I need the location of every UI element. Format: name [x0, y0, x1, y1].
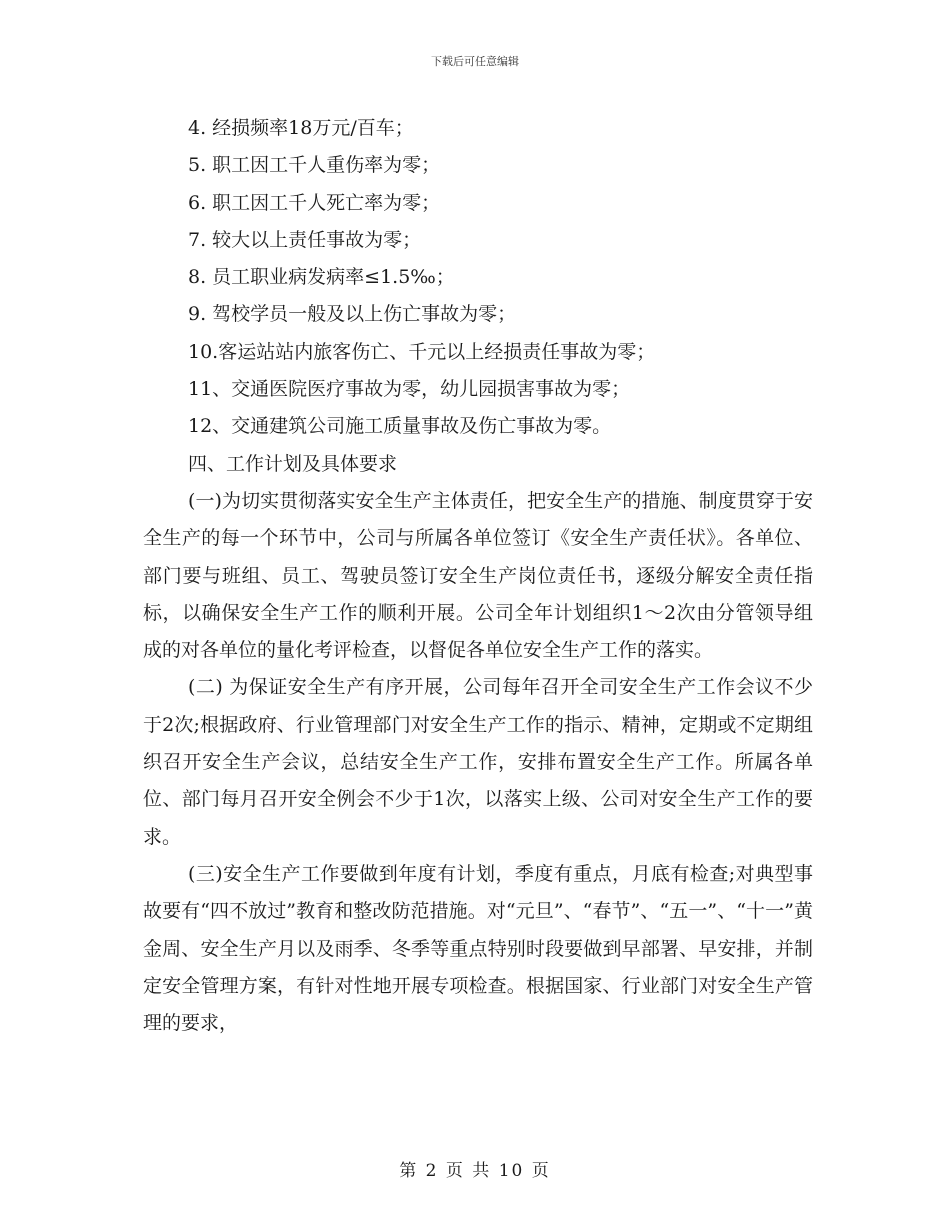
paragraph: (一)为切实贯彻落实安全生产主体责任，把安全生产的措施、制度贯穿于安全生产的每一个环节中，公司与所属各单位签订《安全生产责任状》。各单位、部门要与班组、员工、驾驶员签订安全生产岗位责任书，逐级分解安全责任指标，以确保安全生产工作的顺利开展。公司全年计划组织1～2次由分管领导组成的对各单位的量化考评检查，以督促各单位安全生产工作的落实。	[143, 489, 813, 662]
page-header-note: 下载后可任意编辑	[431, 55, 519, 68]
list-item: 8. 员工职业病发病率≤1.5‰；	[188, 266, 455, 289]
list-item: 5. 职工因工千人重伤率为零；	[188, 154, 441, 177]
list-item: 6. 职工因工千人死亡率为零；	[188, 191, 441, 214]
document-body	[143, 110, 813, 1042]
list-item: 12、交通建筑公司施工质量事故及伤亡事故为零。	[188, 415, 612, 438]
list-item: 9. 驾校学员一般及以上伤亡事故为零；	[188, 303, 517, 326]
section-heading: 四、工作计划及具体要求	[188, 452, 398, 475]
page-number-footer: 第 2 页 共 10 页	[399, 1161, 551, 1181]
list-item: 10.客运站站内旅客伤亡、千元以上经损责任事故为零；	[188, 340, 656, 363]
paragraph: (二) 为保证安全生产有序开展，公司每年召开全司安全生产工作会议不少于2次;根据政府、行业管理部门对安全生产工作的指示、精神，定期或不定期组织召开安全生产会议，总结安全生产工作，安排布置安全生产工作。所属各单位、部门每月召开安全例会不少于1次，以落实上级、公司对安全生产工作的要求。	[143, 676, 813, 848]
list-item: 4. 经损频率18万元/百车；	[188, 117, 414, 139]
list-item: 11、交通医院医疗事故为零，幼儿园损害事故为零；	[188, 378, 631, 401]
list-item: 7. 较大以上责任事故为零；	[188, 228, 422, 251]
paragraph: (三)安全生产工作要做到年度有计划，季度有重点，月底有检查;对典型事故要有“四不放过”教育和整改防范措施。对“元旦”、“春节”、“五一”、“十一”黄金周、安全生产月以及雨季、冬季等重点特别时段要做到早部署、早安排，并制定安全管理方案，有针对性地开展专项检查。根据国家、行业部门对安全生产管理的要求，	[143, 862, 813, 1035]
